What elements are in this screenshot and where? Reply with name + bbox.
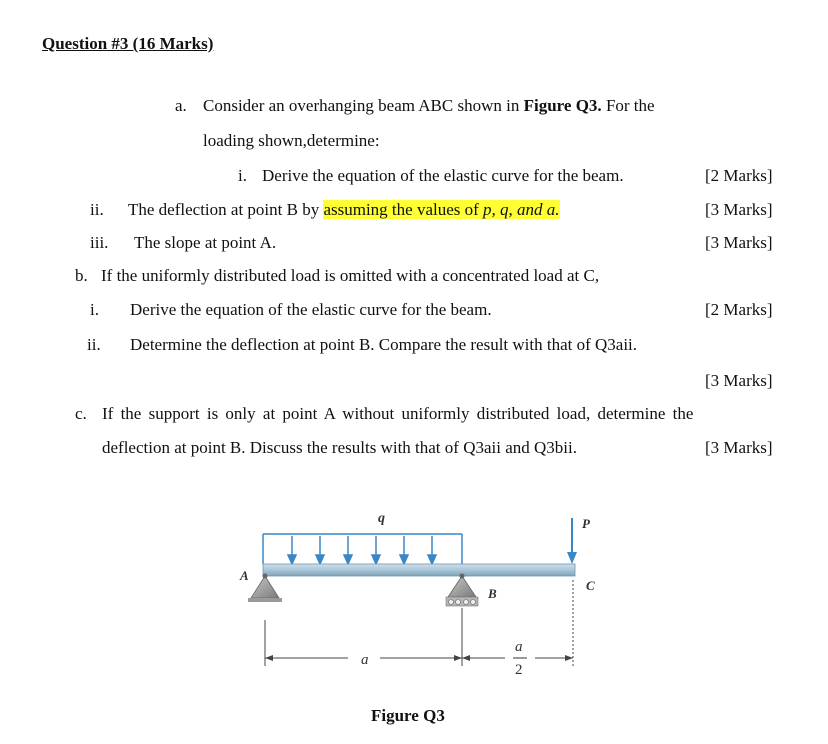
part-b-label: b. bbox=[75, 266, 88, 285]
point-b-label: B bbox=[488, 586, 497, 601]
part-a-iii-text: The slope at point A. bbox=[134, 233, 277, 252]
part-a-i-text: Derive the equation of the elastic curve for the beam. bbox=[262, 166, 624, 185]
beam-figure bbox=[230, 498, 610, 698]
part-b-ii-num: ii. bbox=[87, 335, 101, 354]
figure-caption: Figure Q3 bbox=[371, 706, 445, 725]
part-a-line1 bbox=[203, 96, 655, 116]
highlighted-text bbox=[323, 200, 559, 219]
part-c-marks: [3 Marks] bbox=[705, 438, 773, 457]
part-a-iii-num: iii. bbox=[90, 233, 109, 252]
load-q-label: q bbox=[378, 511, 385, 526]
dimension-lines bbox=[265, 580, 573, 666]
part-c-label: c. bbox=[75, 404, 87, 423]
dimension-half-denominator: 2 bbox=[515, 662, 523, 678]
part-c-line2: deflection at point B. Discuss the results with that of Q3aii and Q3bii. bbox=[102, 438, 577, 457]
part-b-ii-marks: [3 Marks] bbox=[705, 371, 773, 390]
dimension-half-numerator: a bbox=[515, 639, 523, 655]
part-a-i-num: i. bbox=[238, 166, 247, 185]
part-a-ii-num: ii. bbox=[90, 200, 104, 219]
variables-pqa: p, q, and a. bbox=[483, 200, 560, 219]
pin-support-a bbox=[248, 574, 282, 603]
part-b-i-text: Derive the equation of the elastic curve for the beam. bbox=[130, 300, 492, 319]
figure-reference: Figure Q3. bbox=[523, 96, 602, 115]
part-a-ii-marks: [3 Marks] bbox=[705, 200, 773, 219]
part-a-line1-post: For the bbox=[601, 96, 655, 115]
load-p-label: P bbox=[582, 516, 590, 531]
roller-support-b bbox=[446, 574, 478, 607]
beam bbox=[263, 564, 575, 576]
part-c-line1: If the support is only at point A without uniformly distributed load, determine the bbox=[102, 404, 694, 423]
question-title: Question #3 (16 Marks) bbox=[42, 34, 214, 53]
point-load-arrow bbox=[567, 518, 577, 564]
part-a-ii-text bbox=[128, 200, 560, 220]
part-a-label: a. bbox=[175, 96, 187, 115]
point-a-label: A bbox=[240, 568, 249, 583]
part-b-line1: If the uniformly distributed load is omitted with a concentrated load at C, bbox=[101, 266, 600, 285]
part-a-line1-pre: Consider an overhanging beam ABC shown in bbox=[203, 96, 524, 115]
part-b-i-num: i. bbox=[90, 300, 99, 319]
dimension-a-label: a bbox=[361, 652, 369, 668]
highlight-words: assuming the values of bbox=[323, 200, 484, 219]
part-a-line2: loading shown,determine: bbox=[203, 131, 380, 150]
point-c-label: C bbox=[586, 578, 595, 593]
part-a-iii-marks: [3 Marks] bbox=[705, 233, 773, 252]
part-a-ii-text-pre: The deflection at point B by bbox=[128, 200, 324, 219]
part-a-i-marks: [2 Marks] bbox=[705, 166, 773, 185]
distributed-load bbox=[263, 534, 462, 564]
part-b-ii-text: Determine the deflection at point B. Compare the result with that of Q3aii. bbox=[130, 335, 638, 354]
part-b-i-marks: [2 Marks] bbox=[705, 300, 773, 319]
